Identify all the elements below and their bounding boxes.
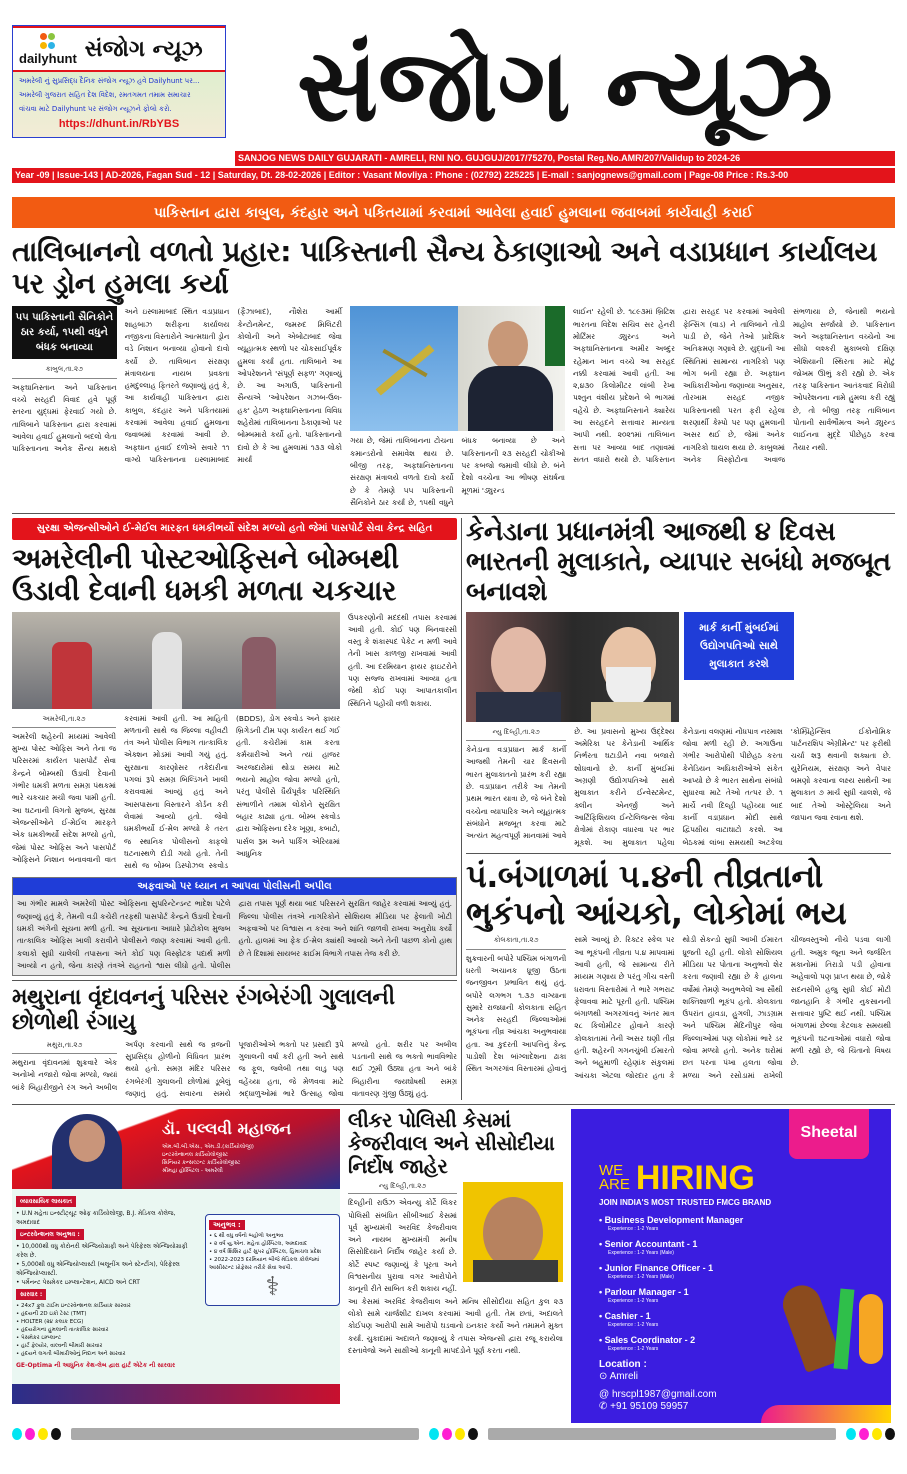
registration-marks bbox=[846, 1428, 895, 1440]
doctor-photo bbox=[52, 1114, 122, 1189]
lead-highlight-box: ૫૫ પાકિસ્તાની સૈનિકોને ઠાર કર્યા, ૧૫થી વધુને બંધક બનાવ્યા bbox=[12, 306, 117, 359]
dateline: ન્યુ દિલ્હી,તા.૨૭ bbox=[348, 1182, 457, 1194]
kejriwal-headline: લીકર પોલિસી કેસમાં કેજરીવાલ અને સીસોદીયા નિર્દોષ જાહેર bbox=[348, 1108, 555, 1179]
ice-cream-stick-image bbox=[859, 1294, 883, 1364]
leaders-photo bbox=[466, 612, 679, 722]
registration-marks bbox=[12, 1428, 61, 1440]
divider bbox=[466, 853, 891, 854]
mathura-body: મથુરા,તા.૨૭ મથુરાના વૃંદાવનમાં શુક્રવારે એક અનોખો નજારો જોવા મળ્યો, જ્યાં બાંકે બિહારીજીને રંગ અને અબીલ અર્પણ કરવાની સાથે જ વ્રજની સુપ્રસિદ્ધ હોળીનો વિધિવત પ્રારંભ થયો હતો. સમગ્ર મંદિર પરિસર રંગબેરંગી ગુલાલની છોળોમાં ડૂબેલું જણાતું હતું. સવારના સમયે પૂજારીઓએ ભક્તો પર પ્રસાદી રૂપે ગુલાલની વર્ષા કરી હતી અને સાથે જ ફૂલ, જલેબી તથા લાડુ પણ વહેંચ્યા હતા, જે મેળવવા માટે શ્રદ્ધાળુઓમાં ભારે ઉત્સાહ જોવા મળ્યો હતો. શરીર પર અબીલ પડતાની સાથે જ ભક્તો ભાવવિભોર થઈ ઝૂમી ઉઠ્યા હતા અને બાંકે બિહારીના જયઘોષથી સમગ્ર વાતાવરણ ગુંજી ઉઠ્યું હતું. bbox=[12, 1039, 457, 1098]
dailyhunt-paper-name: સંજોગ ન્યૂઝ bbox=[84, 36, 203, 62]
divider bbox=[12, 1104, 895, 1105]
amreli-headline-line2: ઉડાવી દેવાની ધમકી મળતા ચકચાર bbox=[12, 574, 396, 608]
stethoscope-icon: ⚕ bbox=[265, 1272, 280, 1303]
amreli-headline-line1: અમરેલીની પોસ્ટઓફિસને બોમ્બથી bbox=[12, 542, 399, 576]
canada-headline-line1: કેનેડાના પ્રધાનમંત્રી આજથી ૪ દિવસ ભારતની bbox=[466, 517, 836, 578]
divider bbox=[12, 980, 457, 981]
job-item: • Junior Finance Officer - 1 Experience : 1-2 Years (Male) bbox=[599, 1263, 714, 1281]
issue-info-strip: Year -09 | Issue-143 | AD-2026, Fagan Sud - 12 | Saturday, Dt. 28-02-2026 | Editor : Vasant Movliya : Phone : (02792) 225225 | E-mail : sanjognews@gmail.com | Page-08 Price : Rs.3-00 bbox=[12, 168, 895, 183]
pm-portrait-photo bbox=[458, 306, 566, 431]
kejriwal-body: દિલ્હીની રાઉઝ એવન્યુ કોર્ટે લિકર પોલિસી સંબંધિત સીબીઆઈ કેસમાં પૂર્વ મુખ્યમંત્રી અરવિંદ કેજરીવાલ અને નાયબ મુખ્યમંત્રી મનીષ સિસોદિયાને નિર્દોષ જાહેર કર્યા છે. કોર્ટે સ્પષ્ટ જણાવ્યું કે પૂરતા અને વિશ્વસનીય પુરાવા વગર આરોપોને કાનૂની રીતે સાબિત કરી શકાય નહીં. આ કેસમાં અરવિંદ કેજરીવાલ અને મનિષ સીસોદીયા સહિત કુલ ૨૩ લોકો સામે ચાર્જશીટ દાખલ કરવામાં આવી હતી. તેમ છતાં, અદાલતે કોઈપણ આરોપી સામે આરોપો ઘડવાનો ઇનકાર કર્યો અને તમામને મુક્ત કર્યા. ચુકાદામાં અદાલતે જણાવ્યું કે તપાસ એજન્સી દ્વારા રજૂ કરાયેલા દસ્તાવેજો અને સાક્ષીઓ કાનૂની માપદંડોને પૂર્ણ કરતા નથી. bbox=[348, 1198, 563, 1355]
bengal-headline bbox=[466, 858, 891, 932]
canada-highlight-box: માર્ક કાર્ની મુંબઈમાં ઉદ્યોગપતિઓ સાથે મુલાકાત કરશે bbox=[684, 612, 794, 680]
promo-line: અમરેલી ગુજરાત સહિત દેશ વિદેશ, રમતગમત તમામ સમાચાર bbox=[19, 91, 191, 99]
canada-headline bbox=[466, 518, 891, 608]
amreli-body-cols: અમરેલી,તા.૨૭ અમરેલી શહેરની મધ્યમાં આવેલી મુખ્ય પોસ્ટ ઓફિસ અને તેના જ પરિસરમાં કાર્યરત પાસપોર્ટ સેવા કેન્દ્રને બોમ્બથી ઉડાવી દેવાની ગંભીર ધમકી મળતા સમગ્ર પંથકમાં ભારે ચકચાર મચી જવા પામી હતી. આ ઘટનાની વિગતો મુજબ, સુરક્ષા એજન્સીઓને ઈ-મેઈલ મારફતે એક ધમકીભર્યો સંદેશ મળ્યો હતો, જેમાં પોસ્ટ ઓફિસ અને પાસપોર્ટ ઓફિસને નિશાન બનાવવાની વાત કરવામાં આવી હતી. આ માહિતી મળતાની સાથે જ જિલ્લા વહીવટી તંત્ર અને પોલીસ વિભાગ તાત્કાલિક એક્શન મોડમાં આવી ગયું હતું. સુરક્ષાના કારણોસર તકેદારીના પગલાં રૂપે સમગ્ર બિલ્ડિંગને ખાલી કરાવવામાં આવ્યું હતું અને આસપાસના વિસ્તારને કોર્ડન કરી લેવામાં આવ્યો હતો. જેવો ધમકીભર્યો ઈ-મેલ મળ્યો કે તરત જ સ્થાનિક પોલીસનો કાફલો ઘટનાસ્થળે દોડી ગયો હતો. તેની સાથે જ બોમ્બ ડિસ્પોઝલ સ્કવોડ (BDDS), ડોગ સ્કવોડ અને ફાયર બ્રિગેડની ટીમ પણ કાર્યરત થઈ ગઈ હતી. કચેરીમાં કામ કરતા કર્મચારીઓ અને ત્યાં હાજર અરજદારોમાં થોડા સમય માટે ભયનો માહોલ જોવા મળ્યો હતો, પરંતુ પોલીસે ધૈર્યપૂર્વક પરિસ્થિતિ સંભાળીને તમામ લોકોને સુરક્ષિત બહાર કાઢ્યા હતા. બોમ્બ સ્કવોડ દ્વારા ઓફિસના દરેક ખૂણા, કબાટો, પાર્સલ રૂમ અને પાર્કિંગ એરિયામાં આધુનિક bbox=[12, 713, 340, 871]
canada-headline-line2: મુલાકાતે, વ્યાપાર સબંધો મજબૂત બનાવશે bbox=[466, 547, 891, 607]
dailyhunt-promo bbox=[12, 25, 226, 138]
doctor-qualifications: વ્યાવસાયિક લાયકાત • U.N મહેતા ઇન્સ્ટીટ્યૂટ ઓફ કાર્ડિયોલોજી, B.J. મેડિકલ કોલેજ, અમદાવાદ ઇન્ટરવેન્શનલ અનુભવ : • 10,000થી વધુ કોરોનરી એન્જિયોગ્રાફી અને પેરિફેરલ એન્જિયોગ્રાફી કરેલ છે. • 5,000થી વધુ એન્જિયોપ્લાસ્ટી (બલૂનીંગ અને સ્ટેન્ટીંગ), પેરિફેરલ એન્જિયોપ્લાસ્ટી. • પર્મેનન્ટ પેસમેકર ઇમ્પ્લાન્ટેશન, AICD અને CRT સારવાર : • 24x7 ફુલ ટાઈમ ઇન્ટરવેન્શનલ કાર્ડિયાક સારવાર • હૃદયની 2D ઇકો ટેસ્ટ (TMT) • HOLTER (૨૪ કલાક ECG) • હૃદયરોગના હુમલાની તાત્કાલિક સારવાર • પેસમેકર ઇમ્પ્લાન્ટ • હાર્ટ ફેલ્યોર, વાલ્વની બીમારી સારવાર • હૃદયને લગતી બીમારીઓનું નિદાન અને સારવાર GE-Optima ની આધુનિક કેથ-લેબ દ્વારા હાર્ટ એટેક ની સારવાર bbox=[16, 1198, 188, 1370]
doctor-experience-box: અનુભવ : • ૬ થી વધુ વર્ષનો બહોળો અનુભવ • ૨ વર્ષ યુ.એન. મહેતા હોસ્પિટલ, અમદાવાદ • ૪ વર્ષ શિશિર હાર્ટ સુપર હોસ્પિટલ, હિમાચલ પ્રદેશ • 2022-2023 દરમિયાન બીજે મેડિકલ કોલેજમાં આસીસ્ટન્ટ પ્રોફેસર તરીકે સેવા આપી. ⚕ bbox=[205, 1214, 340, 1306]
lead-body-right: લાઈન' રહેલી છે. ૧૮૯૩માં બ્રિટિશ ભારતના વિદેશ સચિવ સર હેનરી મોર્ટિમર ડ્યુરન્ડ અને અફઘાનિસ્તાનના અમીર અબ્દુર રહેમાન ખાન વચ્ચે આ સરહદ નક્કી કરવામાં આવી હતી. આ ૨,૪૩૦ કિલોમીટર લાંબી રેખા પશ્તુન વંશીય પ્રદેશને બે ભાગમાં વહેંચે છે. અફઘાનિસ્તાને ક્યારેય આ સરહદને સત્તાવાર માન્યતા આપી નથી. ૨૦૨૧માં તાલિબાન સત્તા પર આવ્યા બાદ તણાવમાં સતત વધારો થયો છે. પાકિસ્તાન દ્વારા સરહદ પર કરવામાં આવેલી ફેન્સિંગ (વાડ) ને તાલિબાને તોડી પાડી છે, જેને તેઓ પ્રાદેશિક અતિક્રમણ ગણાવે છે. યુદ્ધની આ સ્થિતિમાં સામાન્ય નાગરિકો પણ ભોગ બની રહ્યા છે. અફઘાન અધિકારીઓના જણાવ્યા અનુસાર, તોરખામ સરહદ નજીક પાકિસ્તાનથી પરત ફરી રહેલા શરણાર્થી કેમ્પો પર પણ હુમલાની અસર થઈ છે, જેમાં અનેક નાગરિકો ઘાયલ થયા છે. કાબુલમાં અનેક વિસ્ફોટોના અવાજ સંભળાયા છે, જેનાથી ભયનો માહોલ સર્જાયો છે. પાકિસ્તાન અને અફઘાનિસ્તાન વચ્ચેનો આ સીધો લશ્કરી મુકાબલો દક્ષિણ એશિયાની સ્થિરતા માટે મોટું જોખમ ઊભું કરી રહ્યો છે. એક તરફ પાકિસ્તાન આતંકવાદ વિરોધી ઓપરેશનના નામે હુમલા કરી રહ્યું છે, તો બીજી તરફ તાલિબાન પોતાની સાર્વભૌમત્વ અને ડ્યુરન્ડ લાઈનના મુદ્દે પીછેહઠ કરવા તૈયાર નથી. bbox=[573, 307, 895, 464]
sheetal-logo: Sheetal bbox=[789, 1109, 869, 1159]
dateline: ન્યુ દિલ્હી,તા.૨૭ bbox=[466, 726, 566, 741]
bottom-row bbox=[12, 1109, 895, 1423]
lead-kicker-banner: પાકિસ્તાન દ્વારા કાબુલ, કંદહાર અને પકિતયામાં કરવામાં આવેલા હવાઈ હુમલાના જવાબમાં કાર્યવાહી કરાઈ bbox=[12, 197, 895, 228]
bengal-headline-line1: પં.બંગાળમાં ૫.૪ની તીવ્રતાનો bbox=[466, 856, 823, 895]
lead-headline: તાલિબાનનો વળતો પ્રહાર: પાકિસ્તાની સૈન્ય ઠેકાણાઓ અને વડાપ્રધાન કાર્યાલય પર ડ્રોન હુમલા કર્યા bbox=[12, 235, 877, 301]
bengal-headline-line2: ભુકંપનો આંચકો, લોકોમાં ભય bbox=[466, 893, 847, 932]
phone-icon: ✆ bbox=[599, 1401, 608, 1413]
middle-section bbox=[12, 518, 895, 1100]
divider bbox=[12, 513, 895, 514]
promo-line: અમરેલી નું સુપ્રસિદ્ધ દૈનિક સંજોગ ન્યૂઝ હવે Dailyhunt પર... bbox=[19, 77, 200, 85]
amreli-kicker: સુરક્ષા એજન્સીઓને ઈ-મેઈલ મારફત ધમકીભર્યો સંદેશ મળ્યો હતો જેમાં પાસપોર્ટ સેવા કેન્દ્ર સહિત bbox=[12, 518, 457, 540]
lead-photo bbox=[350, 306, 565, 431]
hiring-tagline: JOIN INDIA'S MOST TRUSTED FMCG BRAND bbox=[599, 1198, 772, 1208]
job-item: • Business Development Manager Experience : 1-2 Years bbox=[599, 1215, 744, 1233]
doctor-advertisement bbox=[12, 1109, 340, 1404]
kejriwal-story bbox=[348, 1109, 563, 1357]
job-item: • Senior Accountant - 1 Experience : 1-2 Years (Male) bbox=[599, 1239, 698, 1257]
post-office-photo bbox=[12, 612, 340, 709]
lead-photo-column bbox=[350, 306, 565, 509]
email-icon: @ bbox=[599, 1389, 610, 1401]
registration-strip: SANJOG NEWS DAILY GUJARATI - AMRELI, RNI NO. GUJGUJ/2017/75270, Postal Reg.No.AMR/207/Validup to 2024-26 bbox=[235, 151, 895, 166]
callout-body: આ ગંભીર મામલે અમરેલી પોસ્ટ ઓફિસના સુપરિન્ટેન્ડન્ટ ભાદેશ પટેલે જણાવ્યું હતું કે, તેમની વડી કચેરી તરફથી પાસપોર્ટ કેન્દ્રને ઉડાવી દેવાની ધમકી અંગેની સૂચના મળી હતી. આ સૂચનાના આધારે પ્રોટોકોલ મુજબ તાત્કાલિક ઓફિસ ખાલી કરાવીને પોલીસને જાણ કરવામાં આવી હતી. કલાકો સુધી ચાલેલી તપાસના અંતે કોઈ પણ વિસ્ફોટક પદાર્થ મળી આવ્યો ન હતો, જેના કારણે તંત્રએ રાહતનો શ્વાસ લીધો હતો. પોલીસ દ્વારા તપાસ પૂર્ણ થયા બાદ પરિસરને સુરક્ષિત જાહેર કરવામાં આવ્યું હતું. જિલ્લા પોલીસ તંત્રએ નાગરિકોને સોશિયલ મીડિયા પર ફેલાતી ખોટી અફવાઓ પર વિશ્વાસ ન કરવા અને શાંતિ જાળવી રાખવા અનુરોધ કર્યો હતો. હાલમાં આ ફેક ઈ-મેલ ક્યાંથી આવ્યો અને તેની પાછળ કોનો હાથ છે તે દિશામાં સાયબર ક્રાઈમ વિભાગે તપાસ તેજ કરી છે. bbox=[17, 899, 452, 970]
dateline: કાબુલ,તા.૨૭ bbox=[12, 363, 117, 378]
callout-title: અફવાઓ પર ધ્યાન ન આપવા પોલીસની અપીલ bbox=[13, 878, 456, 895]
job-item: • Parlour Manager - 1 Experience : 1-2 Years bbox=[599, 1287, 689, 1305]
dateline: કોલકાતા,તા.૨૭ bbox=[466, 934, 566, 949]
registration-row bbox=[12, 1428, 895, 1440]
police-appeal-callout bbox=[12, 877, 457, 976]
dateline: મથુરા,તા.૨૭ bbox=[12, 1039, 117, 1054]
mathura-headline: મથુરાના વૃંદાવનનું પરિસર રંગબેરંગી ગુલાલની છોળોથી રંગાયુ bbox=[12, 985, 395, 1036]
promo-line: વાંચવા માટે Dailyhunt પર સંજોગ ન્યૂઝને ફોલો કરો. bbox=[19, 105, 172, 113]
job-item: • Cashier - 1 Experience : 1-2 Years bbox=[599, 1311, 659, 1329]
amreli-headline bbox=[12, 543, 457, 607]
hiring-advertisement: Sheetal WE ARE HIRING JOIN INDIA'S MOST TRUSTED FMCG BRAND • Business Development Manager Experience : 1-2 Years • Senior Accountant - 1 Experience : 1-2 Years (Male) • Junior Finance Officer - 1 Experience : 1-2 Years (Male) • Parlour Manager - 1 Experience : 1-2 Years • Cashier - 1 Experience : 1-2 Years • Sales Coordinator - 2 Experience : 1-2 Years Location : ⊙ Amreli @ hrscpl1987@gmail.com ✆ +91 95109 59957 bbox=[571, 1109, 891, 1423]
drone-photo bbox=[350, 306, 458, 431]
masthead-header bbox=[12, 0, 895, 232]
canada-body: માર્ક કાર્ની મુંબઈમાં ઉદ્યોગપતિઓ સાથે મુલાકાત કરશે ન્યુ દિલ્હી,તા.૨૭ કેનેડાના વડાપ્રધાન માર્ક કાર્ની આજથી તેમની ચાર દિવસની ભારત મુલાકાતનો પ્રારંભ કરી રહ્યા છે. વડાપ્રધાન તરીકે આ તેમની પ્રથમ ભારત યાત્રા છે, જે બંને દેશો વચ્ચેના વ્યાપારિક અને વ્યૂહાત્મક સંબંધોને મજબૂત કરવા માટે અત્યંત મહત્વપૂર્ણ માનવામાં આવે છે. આ પ્રવાસનો મુખ્ય ઉદ્દેશ્ય અમેરિકા પર કેનેડાની આર્થિક નિર્ભરતા ઘટાડીને નવા બજારો શોધવાનો છે. કાર્ની મુંબઈમાં અગ્રણી ઉદ્યોગપતિઓ સાથે મુલાકાત કરીને ઈન્વેસ્ટમેન્ટ, ક્લીન એનર્જી અને આર્ટિફિશિયલ ઈન્ટેલિજન્સ જેવા ક્ષેત્રોમાં રોકાણ વધારવા પર ભાર મૂકશે. આ મુલાકાત પહેલા કેનેડાના વલણમાં નોંધપાત્ર નરમાશ જોવા મળી રહી છે. અગાઉના ગંભીર આરોપોથી પીછેહઠ કરતા કેનેડિયન અધિકારીઓએ સંકેત આપ્યો છે કે ભારત સાથેના સંબંધો સુધારવા માટે તેઓ તત્પર છે. ૧ માર્ચે નવી દિલ્હી પહોંચ્યા બાદ કાર્ની વડાપ્રધાન મોદી સાથે દ્વિપક્ષીય વાટાઘાટો કરશે. આ બેઠકમાં લાંબા સમયથી અટકેલા 'કોમ્પ્રિહેન્સિવ ઈકોનોમિક પાર્ટનરશિપ એગ્રીમેન્ટ' પર ફરીથી ચર્ચા શરૂ થવાની શક્યતા છે. યુરેનિયમ, સંરક્ષણ અને વેપાર બમણો કરવાના લક્ષ્ય સાથેની આ મુલાકાત ૭ માર્ચ સુધી ચાલશે, જે બાદ તેઓ ઓસ્ટ્રેલિયા અને જાપાન જવા રવાના થશે. bbox=[466, 612, 891, 849]
margin-bar bbox=[71, 1428, 419, 1440]
margin-bar bbox=[488, 1428, 836, 1440]
mid-right bbox=[461, 518, 891, 1100]
doctor-name: ડૉ. પલ્લવી મહાજન bbox=[162, 1119, 292, 1139]
job-item: • Sales Coordinator - 2 Experience : 1-2 Years bbox=[599, 1335, 696, 1353]
kejriwal-photo bbox=[463, 1182, 563, 1282]
lead-body-cont: ગયા છે, જેમાં તાલિબાનના ટોચના કમાન્ડરોનો સમાવેશ થાય છે. બીજી તરફ, અફઘાનિસ્તાનના સંરક્ષણ મંત્રાલયે વળતો દાવો કર્યો છે કે તેમણે ૫૫ પાકિસ્તાની સૈનિકોને ઠાર કર્યા છે, ૧૫થી વધુને બંધક બનાવ્યા છે અને પાકિસ્તાનની ૨૩ સરહદી ચોકીઓ પર કબજો જમાવી લીધો છે. બંને દેશો વચ્ચેના આ ભીષણ સંઘર્ષના મૂળમાં 'ડ્યુરન્ડ bbox=[350, 436, 565, 507]
lead-body-cols: ૫૫ પાકિસ્તાની સૈનિકોને ઠાર કર્યા, ૧૫થી વધુને બંધક બનાવ્યા કાબુલ,તા.૨૭ અફઘાનિસ્તાન અને પાકિસ્તાન વચ્ચે સરહદી વિવાદ હવે પૂર્ણ સ્તરના યુદ્ધમાં ફેરવાઈ ગયો છે. તાલિબાને પાકિસ્તાન દ્વારા કરવામાં આવેલા હવાઈ હુમલાનો બદલો લેતા પાકિસ્તાનના અનેક સૈન્ય મથકો અને ઇસ્લામાબાદ સ્થિત વડાપ્રધાન શાહબાઝ શરીફના કાર્યાલય નજીકના વિસ્તારોને આત્મઘાતી ડ્રોન વડે નિશાન બનાવ્યા હોવાનો દાવો કર્યો છે. તાલિબાન સંરક્ષણ મંત્રાલયના નાયબ પ્રવક્તા હમદુલ્લાહ ફિતરતે જણાવ્યું હતું કે, આ કાર્યવાહી પાકિસ્તાન દ્વારા કાબુલ, કંદહાર અને પકિતયામાં કરવામાં આવેલા હવાઈ હુમલાના જવાબમાં કરવામાં આવી છે. અફઘાન હવાઈ દળોએ સવારે ૧૧ વાગ્યે પાકિસ્તાનના ઇસ્લામાબાદ (ફૈઝાબાદ), નૌશેરા આર્મી કેન્ટોનમેન્ટ, જમરુદ મિલિટરી કોલોની અને એબોટાબાદ જેવા વ્યૂહાત્મક સ્થળો પર ચોકસાઈપૂર્વક હુમલા કર્યા હતા. તાલિબાને આ ઓપરેશનને 'સંપૂર્ણ સફળ' ગણાવ્યું છે. આ અગાઉ, પાકિસ્તાની સૈન્યએ 'ઓપરેશન ગઝબ-ઉલ-હક' હેઠળ અફઘાનિસ્તાનના વિવિધ શહેરોમાં તાલિબાનના ઠેકાણાઓ પર બોમ્બમારો કર્યો હતો. પાકિસ્તાનનો દાવો છે કે આ હુમલામાં ૧૩૩ લોકો માર્યા bbox=[12, 307, 342, 464]
dailyhunt-logo: dailyhunt bbox=[19, 33, 77, 66]
registration-marks bbox=[429, 1428, 478, 1440]
lead-story-body bbox=[12, 306, 895, 509]
location-pin-icon: ⊙ bbox=[599, 1371, 608, 1383]
amreli-body-col4: ઉપકરણોની મદદથી તપાસ કરવામાં આવી હતી. કોઈ પણ બિનવારસી વસ્તુ કે શંકાસ્પદ પેકેટ ન મળી આવે તેની ખાસ કાળજી રાખવામાં આવી હતી. આ દરમિયાન ફાયર ફાઇટરોને પણ સજ્જ રાખવામાં આવ્યા હતા જેથી કોઈ પણ આપાતકાલીન સ્થિતિને પહોંચી વળી શકાય. bbox=[348, 612, 457, 708]
dateline: અમરેલી,તા.૨૭ bbox=[12, 713, 116, 728]
hiring-title: HIRING bbox=[635, 1159, 755, 1198]
dailyhunt-link[interactable]: https://dhunt.in/RbYBS bbox=[58, 118, 180, 130]
job-list bbox=[599, 1215, 784, 1353]
mid-left bbox=[12, 518, 457, 1100]
bengal-body: કોલકાતા,તા.૨૭ શુક્રવારની બપોરે પશ્ચિમ બંગાળની ધરતી અચાનક ધ્રૂજી ઉઠતા જનજીવન પ્રભાવિત થયું હતું. બપોરે લગભગ ૧.૩૭ વાગ્યાના સુમારે રાજધાની કોલકાતા સહિત અનેક સરહદી જિલ્લાઓમાં ભૂકંપના તીવ્ર આંચકા અનુભવાયા હતા. આ કુદરતી આપત્તિનું કેન્દ્ર પાડોશી દેશ બાંગ્લાદેશના ઢાકા સ્થિત અગરગાંવ વિસ્તારમાં હોવાનું સામે આવ્યું છે. રિક્ટર સ્કેલ પર આ ભૂકંપની તીવ્રતા ૫.૪ માપવામાં આવી હતી, જે સામાન્ય રીતે મધ્યમ ગણાય છે પરંતુ ગીચ વસ્તી ધરાવતા વિસ્તારોમાં તે ભારે ગભરાટ ફેલાવવા માટે પૂરતી હતી. પશ્ચિમ બંગાળથી અગરગાંવનું અંતર માત્ર ૨૮ કિલોમીટર હોવાને કારણે કોલકાતામાં તેની અસર ઘણી તીવ્ર હતી. શહેરની ગગનચુંબી ઈમારતો અને બહુમાળી રહેણાંક સંકુલમાં આંચકા એટલા જોરદાર હતા કે થોડી સેકન્ડો સુધી આખી ઈમારત ધ્રૂજતી રહી હતી. લોકો સોશિયલ મીડિયા પર પોતાના અનુભવો શેર કરતા જણાવી રહ્યા છે કે હાલના વર્ષોમાં તેમણે અનુભવેલો આ સૌથી શક્તિશાળી ભૂકંપ હતો. કોલકાતા ઉપરાંત હાવડા, હુગલી, ઝાડગ્રામ અને પશ્ચિમ મેદિનીપુર જેવા જિલ્લાઓમાં પણ લોકોમાં ભારે ડર જોવા મળ્યો હતો. અનેક ઘરોમાં છત પરના પંખા હલતા જોવા મળ્યા અને રસોડામાં રાખેલી ચીજવસ્તુઓ નીચે પડવા લાગી હતી. અમુક જૂના અને જર્જરિત મકાનોમાં તિરાડો પડી હોવાના અહેવાલો પણ પ્રાપ્ત થયા છે, જોકે સદનસીબે હજુ સુધી કોઈ મોટી જાનહાનિ કે ગંભીર નુકસાનની સત્તાવાર પુષ્ટિ થઈ નથી. પશ્ચિમ બંગાળમાં છેલ્લા કેટલાક સમયથી ભૂકંપની ઘટનાઓમાં વધારો જોવા મળી રહ્યો છે, જે ચિંતાનો વિષય છે. bbox=[466, 935, 891, 1080]
ice-cream-bar-image bbox=[834, 1289, 855, 1370]
doctor-credentials: એમ.બી.બી.એસ., એમ.ડી.(કાર્ડિયોલોજી) ઇન્ટરવેન્શનલ કાર્ડિયોલોજીસ્ટ સિનિયર કન્સલ્ટન્ટ કાર્ડિયોલોજીસ્ટ શ્રીમહા હોસ્પિટલ - અમરેલી bbox=[162, 1144, 254, 1175]
masthead-title: સંજોગ ન્યૂઝ bbox=[297, 27, 833, 144]
